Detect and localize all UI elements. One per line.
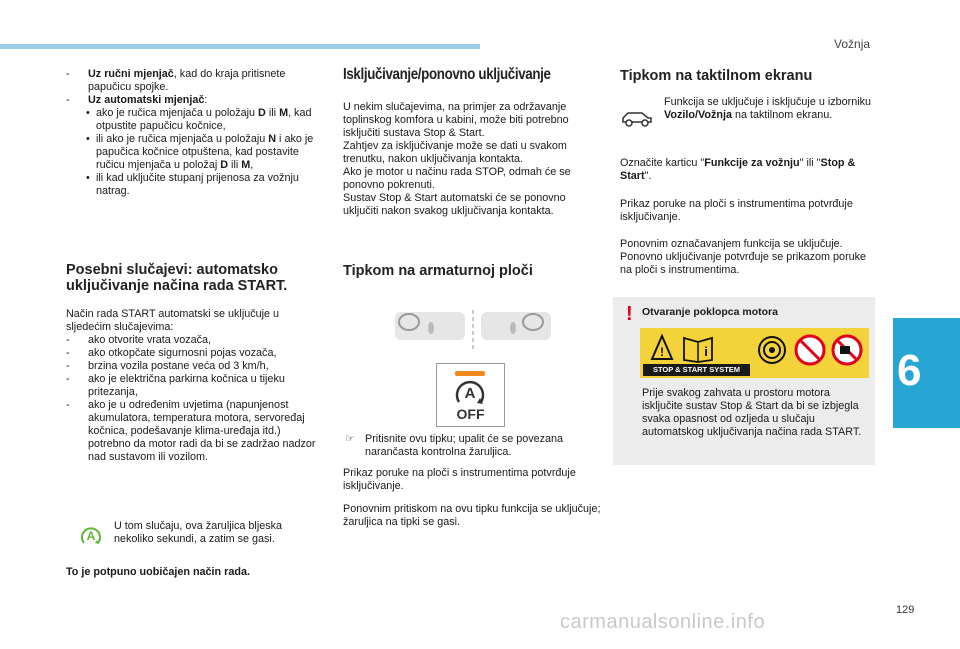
list-item: - ako otkopčate sigurnosni pojas vozača, (66, 347, 324, 360)
repress-note: Ponovnim pritiskom na ovu tipku funkcija se uključuje; žaruljica na tipki se gasi. (343, 503, 601, 528)
list-item: - ako otvorite vrata vozača, (66, 334, 324, 347)
watermark-text: carmanualsonline.info (560, 611, 766, 633)
paragraph: U nekim slučajevima, na primjer za održavanje toplinskog komfora u kabini, može biti potrebno isključiti sustava Stop & Start. (343, 101, 569, 139)
svg-text:A: A (464, 385, 476, 402)
lamp-note: U tom slučaju, ova žaruljica bljeska nekoliko sekundi, a zatim se gasi. (114, 520, 283, 545)
touchscreen-heading: Tipkom na taktilnom ekranu (620, 68, 813, 84)
svg-text:A: A (86, 529, 96, 543)
paragraph: Sustav Stop & Start automatski će se ponovno uključiti nakon svakog uključivanja kontakta. (343, 192, 566, 217)
dashboard-heading: Tipkom na armaturnoj ploči (343, 263, 533, 279)
dashboard-section (343, 263, 601, 279)
list-item: - ako je u određenim uvjetima (napunjenost akumulatora, temperatura motora, servoređaj kočnica, podešavanje klima-uređaja itd.) potrebno da motor radi da bi se zadržao nadzor nad sustavom ili vozilom. (66, 399, 324, 464)
switch-off-body (343, 101, 601, 218)
bullet-item: • ili kad uključite stupanj prijenosa za vožnju natrag. (66, 172, 322, 198)
special-cases-intro: Način rada START automatski se uključuje u sljedećim slučajevima: (66, 308, 280, 333)
middle-column (343, 66, 603, 84)
left-column (66, 68, 322, 198)
list-item: - brzina vozila postane veća od 3 km/h, (66, 360, 324, 373)
paragraph: Ako je motor u načinu rada STOP, odmah će se ponovno pokrenuti. (343, 166, 571, 191)
warning-text: Prije svakog zahvata u prostoru motora isključite sustav Stop & Start da bi se izbjegla svaka opasnost od ozljeda u slučaju automatskog uključivanja načina rada START. (642, 387, 862, 438)
message-confirm: Prikaz poruke na ploči s instrumentima potvrđuje isključivanje. (343, 467, 576, 492)
chapter-number: 6 (897, 346, 922, 395)
start-lamp-icon (80, 525, 102, 545)
bonnet-warning-box (613, 297, 875, 465)
switch-off-heading: Isključivanje/ponovno uključivanje (343, 66, 551, 83)
special-cases-body (66, 308, 324, 464)
off-label: OFF (456, 406, 485, 422)
message-confirm: Prikaz poruke na ploči s instrumentima potvrđuje isključivanje. (620, 198, 853, 223)
page-number: 129 (896, 604, 915, 616)
section-title: Vožnja (834, 37, 871, 51)
special-cases-heading: Posebni slučajevi: automatsko uključivanje načina rada START. (66, 262, 288, 294)
finger-press-icon: ☞ (345, 433, 355, 445)
reselect-note: Ponovnim označavanjem funkcija se uključuje. Ponovno uključivanje potvrđuje se prikazom poruke na ploči s instrumentima. (620, 238, 867, 276)
svg-text:i: i (704, 344, 708, 359)
press-note: ☞ Pritisnite ovu tipku; upalit će se povezana narančasta kontrolna žaruljica. (345, 433, 564, 458)
sticker-label: STOP & START SYSTEM (643, 364, 750, 376)
bullet-item: • ili ako je ručica mjenjača u položaju N i ako je papučica kočnice otpuštena, kad postavite ručicu mjenjača u položaj D ili M, (66, 133, 322, 172)
svg-text:!: ! (660, 345, 664, 359)
car-settings-icon (620, 108, 654, 128)
closing-note: To je potpuno uobičajen način rada. (66, 566, 250, 578)
warning-icon: ! (626, 303, 633, 325)
bullet-item: • ako je ručica mjenjača u položaju D ili M, kad otpustite papučicu kočnice, (66, 107, 322, 133)
stop-start-off-button[interactable] (436, 363, 505, 427)
dashboard-illustration (393, 308, 553, 352)
manual-gearbox-item: - Uz ručni mjenjač, kad do kraja pritisnete papučicu spojke. (66, 68, 322, 94)
stop-start-icon (437, 368, 504, 408)
touchscreen-section (620, 68, 880, 84)
special-cases-section (66, 262, 324, 294)
header-bar (0, 44, 480, 49)
touchscreen-note: Funkcija se uključuje i isključuje u izborniku Vozilo/Vožnja na taktilnom ekranu. (664, 96, 872, 121)
paragraph: Zahtjev za isključivanje može se dati u svakom trenutku, nakon uključivanja kontakta. (343, 140, 567, 165)
auto-gearbox-item: - Uz automatski mjenjač: (66, 94, 322, 107)
tab-select-note: Označite karticu "Funkcije za vožnju" ili "Stop & Start". (620, 157, 856, 182)
list-item: - ako je električna parkirna kočnica u tijeku pritezanja, (66, 373, 324, 399)
warning-title: Otvaranje poklopca motora (642, 306, 778, 318)
